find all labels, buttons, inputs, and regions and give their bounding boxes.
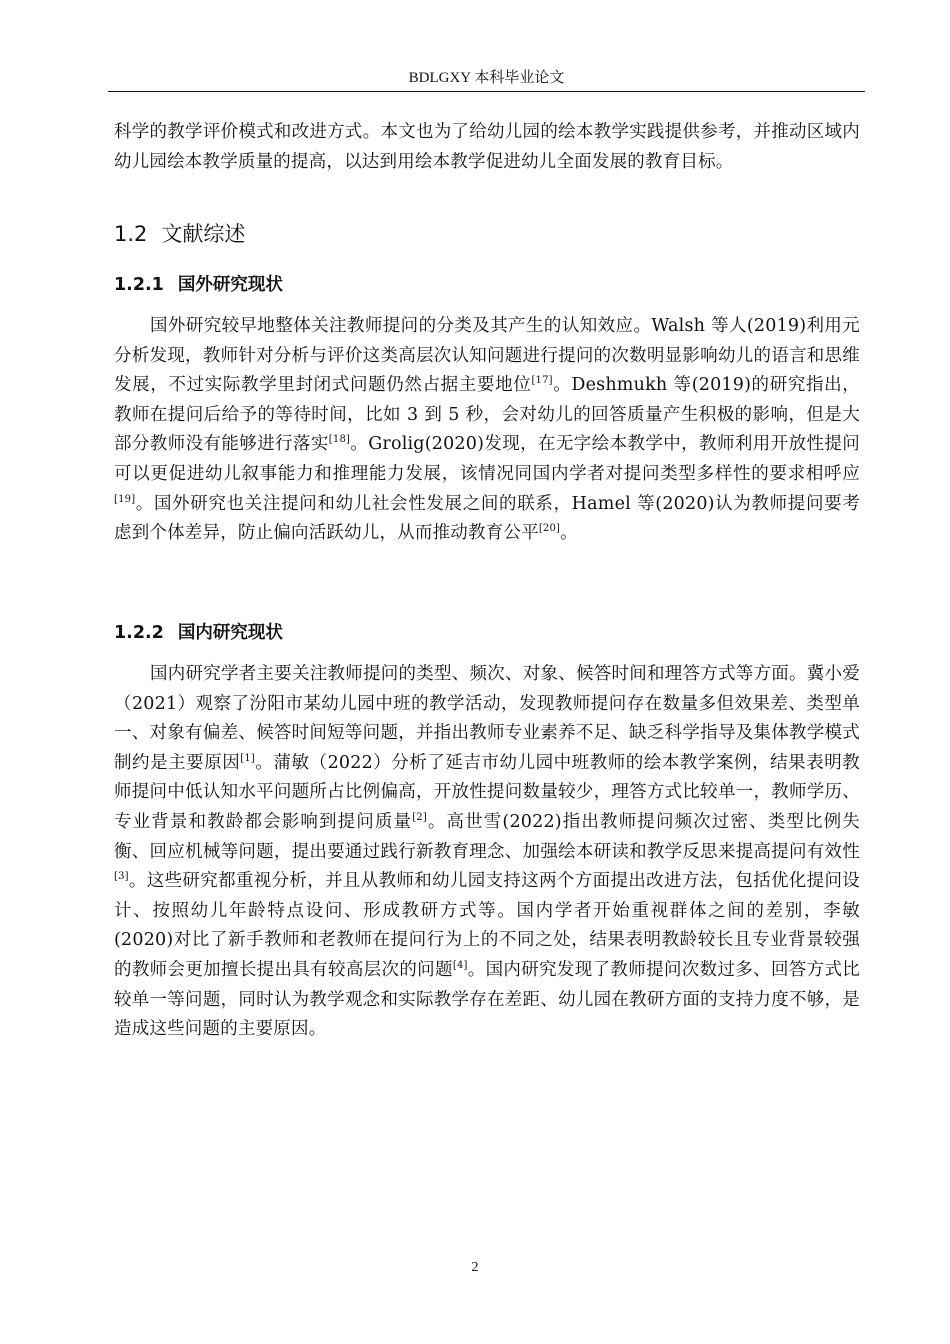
section-title: 文献综述 [161,222,246,246]
citation-ref: [3] [114,871,129,883]
citation-ref: [20] [538,523,561,535]
paragraph-text: 。 [560,523,578,544]
section-heading-1-2-2 [114,621,283,645]
paragraph-text: 。蒲敏（2022）分析了延吉市幼儿园中班教师的绘本教学案例，结果表明教师提问中低认知水平问题所占比例偏高，开放性提问数量较少，理答方式比较单一，教师学历、专业背景和教龄都会影响到提问质量 [114,752,860,832]
citation-ref: [2] [412,812,427,824]
intro-block [114,118,860,177]
paragraph-text: 。Deshmukh 等(2019)的研究指出，教师在提问后给予的等待时间，比如 3 到 5 秒，会对幼儿的回答质量产生积极的影响，但是大部分教师没有能够进行落实 [114,375,860,455]
subsection-title: 国内研究现状 [177,623,283,643]
paragraph-text: 。这些研究都重视分析，并且从教师和幼儿园支持这两个方面提出改进方法，包括优化提问设计、按照幼儿年龄特点设问、形成教研方式等。国内学者开始重视群体之间的差别，李敏(2020)对比了新手教师和老教师在提问行为上的不同之处，结果表明教龄较长且专业背景较强的教师会更加擅长提出具有较高层次的问题 [114,871,860,980]
section-number: 1.2 [114,222,148,246]
domestic-research-block [114,660,860,1045]
domestic-research-paragraph [114,660,860,1045]
intro-paragraph: 科学的教学评价模式和改进方式。本文也为了给幼儿园的绘本教学实践提供参考，并推动区域内幼儿园绘本教学质量的提高，以达到用绘本教学促进幼儿全面发展的教育目标。 [114,122,860,172]
paragraph-text: 。Grolig(2020)发现，在无字绘本教学中，教师利用开放性提问可以更促进幼儿叙事能力和推理能力发展，该情况同国内学者对提问类型多样性的要求相呼应 [114,434,860,484]
section-heading-1-2-1 [114,273,283,297]
subsection-number: 1.2.2 [114,623,164,643]
citation-ref: [17] [531,375,553,387]
foreign-research-paragraph [114,312,860,549]
running-header: BDLGXY 本科毕业论文 [408,70,565,86]
paragraph-text: 。国外研究也关注提问和幼儿社会性发展之间的联系，Hamel 等(2020)认为教师提问要考虑到个体差异，防止偏向活跃幼儿，从而推动教育公平 [114,493,860,544]
citation-ref: [18] [328,434,351,446]
citation-ref: [4] [452,960,468,972]
paragraph-text: 。高世雪(2022)指出教师提问频次过密、类型比例失衡、回应机械等问题，提出要通过践行新教育理念、加强绘本研读和教学反思来提高提问有效性 [114,811,861,862]
citation-ref: [1] [240,752,256,764]
subsection-number: 1.2.1 [114,275,164,295]
section-heading-1-2 [114,220,245,248]
paragraph-text: 国外研究较早地整体关注教师提问的分类及其产生的认知效应。Walsh 等人(2019)利用元分析发现，教师针对分析与评价这类高层次认知问题进行提问的次数明显影响幼儿的语言和思维发展，不过实际教学里封闭式问题仍然占据主要地位 [114,316,860,396]
paragraph-text: 国内研究学者主要关注教师提问的类型、频次、对象、候答时间和理答方式等方面。冀小爱（2021）观察了汾阳市某幼儿园中班的教学活动，发现教师提问存在数量多但效果差、类型单一、对象有偏差、候答时间短等问题，并指出教师专业素养不足、缺乏科学指导及集体教学模式制约是主要原因 [114,664,860,773]
subsection-title: 国外研究现状 [177,275,283,295]
foreign-research-block [114,312,860,549]
citation-ref: [19] [114,493,136,505]
page-number: 2 [471,1260,479,1275]
header-rule [108,91,865,92]
paragraph-text: 。国内研究发现了教师提问次数过多、回答方式比较单一等问题，同时认为教学观念和实际教学存在差距、幼儿园在教研方面的支持力度不够，是造成这些问题的主要原因。 [114,959,860,1040]
